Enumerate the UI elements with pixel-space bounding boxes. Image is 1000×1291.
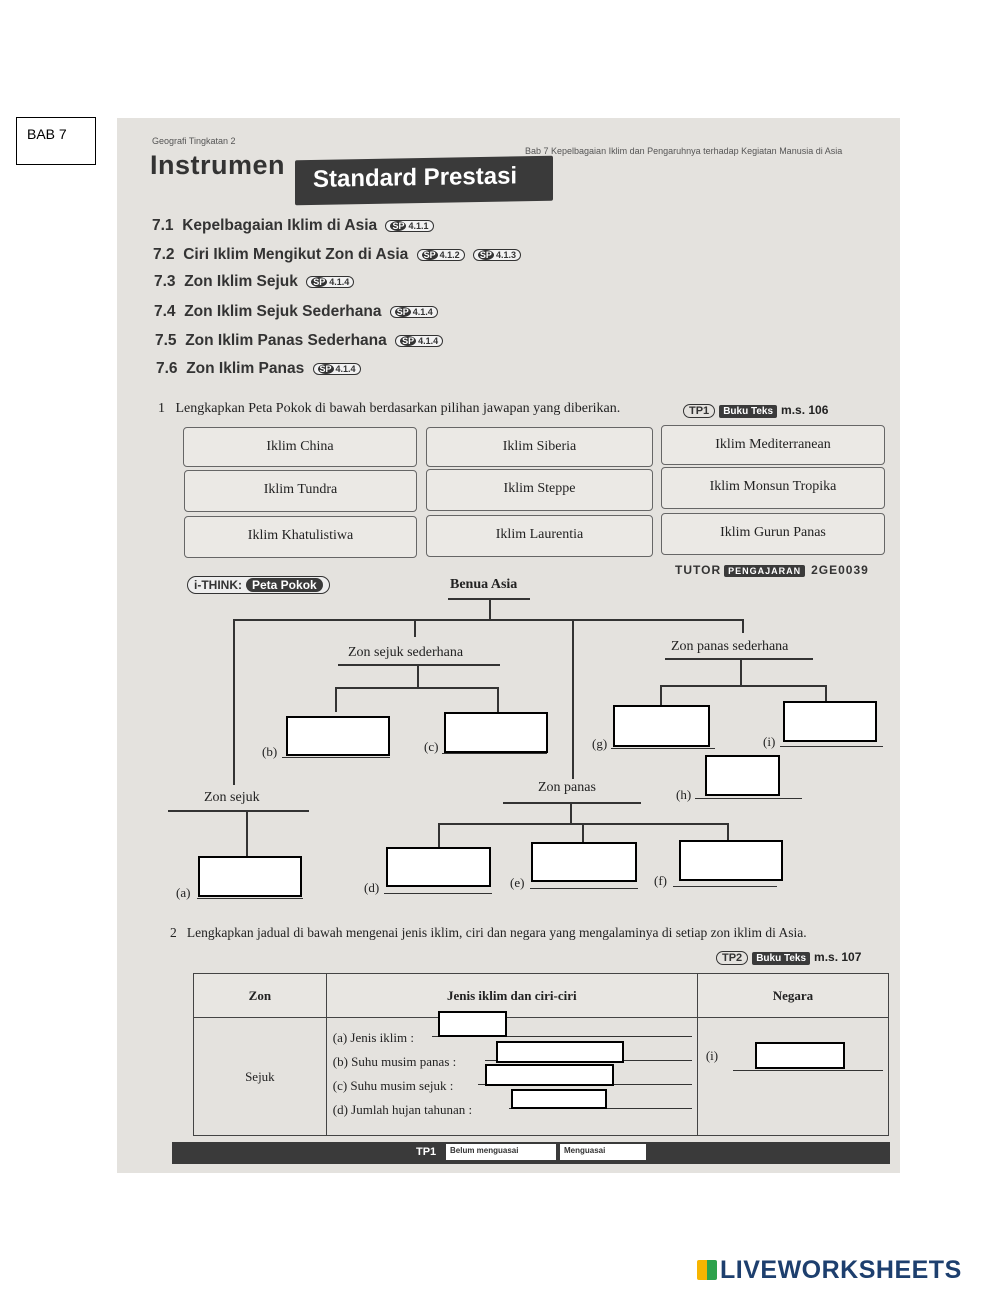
liveworksheets-icon (697, 1260, 717, 1280)
answer-box-suhu-sejuk[interactable] (485, 1064, 614, 1086)
topic-7-4: 7.4 Zon Iklim Sejuk Sederhana SP 4.1.4 (154, 303, 438, 321)
question-2-meta (716, 948, 861, 966)
title-standard-prestasi: Standard Prestasi (295, 156, 553, 206)
tree-line (742, 619, 744, 633)
feature-item: (d) Jumlah hujan tahunan : (332, 1102, 473, 1117)
question-2-text: 2 Lengkapkan jadual di bawah mengenai jenis iklim, ciri dan negara yang mengalaminya di setiap zon iklim di Asia. (170, 925, 807, 940)
tree-line (233, 619, 742, 621)
option-box: Iklim Tundra (184, 470, 417, 512)
topic-7-6: 7.6 Zon Iklim Panas SP 4.1.4 (156, 360, 361, 378)
tree-line (417, 665, 419, 687)
answer-box-f[interactable] (679, 840, 783, 881)
label-i: (i) (763, 734, 776, 749)
tutor-badge: TUTOR PENGAJARAN 2GE0039 (675, 563, 869, 577)
label-h: (h) (676, 787, 692, 802)
tp2-badge: TP2 (716, 951, 748, 965)
feature-item: (c) Suhu musim sejuk : (332, 1078, 454, 1093)
tp1-badge: TP1 (683, 404, 715, 418)
answer-line (673, 886, 777, 887)
footer-belum: Belum menguasai (446, 1144, 556, 1160)
answer-box-i[interactable] (783, 701, 877, 742)
option-box: Iklim Siberia (426, 427, 653, 467)
question-1-meta (683, 401, 828, 419)
option-box: Iklim Gurun Panas (661, 513, 885, 555)
option-box: Iklim Mediterranean (661, 425, 885, 465)
page-ref: m.s. 107 (814, 950, 862, 964)
tree-line (727, 823, 729, 841)
label-c: (c) (424, 739, 439, 754)
tree-line (233, 619, 235, 785)
chapter-label-box: BAB 7 (16, 117, 96, 165)
topic-7-1: 7.1 Kepelbagaian Iklim di Asia SP 4.1.1 (152, 217, 434, 235)
topic-7-2: 7.2 Ciri Iklim Mengikut Zon di Asia SP 4.1.2 SP 4.1.3 (153, 246, 521, 264)
buku-teks-tag: Buku Teks (752, 952, 810, 965)
tree-root: Benua Asia (450, 577, 518, 592)
header-jenis-iklim: Jenis iklim dan ciri-ciri (326, 974, 697, 1018)
answer-box-hujan[interactable] (511, 1089, 607, 1109)
zone-panas-sederhana: Zon panas sederhana (671, 639, 789, 654)
answer-line (695, 798, 802, 799)
liveworksheets-logo: LIVEWORKSHEETS (697, 1256, 962, 1285)
tree-line (414, 619, 416, 637)
option-box: Iklim Laurentia (426, 515, 653, 557)
answer-box-h[interactable] (705, 755, 780, 796)
tree-line (335, 687, 337, 712)
zone-sejuk: Zon sejuk (204, 790, 260, 805)
answer-box-e[interactable] (531, 842, 637, 882)
answer-box-d[interactable] (386, 847, 491, 887)
answer-box-b[interactable] (286, 716, 390, 756)
answer-box-g[interactable] (613, 705, 710, 747)
label-e: (e) (510, 875, 525, 890)
tree-line (246, 811, 248, 856)
answer-line (384, 893, 492, 894)
option-box: Iklim China (183, 427, 417, 467)
zone-cell: Sejuk (194, 1018, 327, 1136)
tree-line (660, 685, 825, 687)
answer-box-suhu-panas[interactable] (496, 1041, 624, 1063)
option-box: Iklim Khatulistiwa (184, 516, 417, 558)
answer-line (780, 746, 883, 747)
zone-panas: Zon panas (538, 780, 596, 795)
answer-line (197, 898, 303, 899)
tree-line (660, 685, 662, 707)
header-zon: Zon (194, 974, 327, 1018)
tree-line (665, 658, 813, 660)
tree-line (338, 664, 500, 666)
page-ref: m.s. 106 (781, 403, 829, 417)
label-d: (d) (364, 880, 380, 895)
tree-line (570, 803, 572, 823)
header-negara: Negara (697, 974, 888, 1018)
topic-7-5: 7.5 Zon Iklim Panas Sederhana SP 4.1.4 (155, 332, 443, 350)
tree-line (335, 687, 498, 689)
answer-line (733, 1070, 883, 1071)
answer-line (611, 748, 715, 749)
label-g: (g) (592, 736, 608, 751)
option-box: Iklim Monsun Tropika (661, 467, 885, 509)
feature-item: (a) Jenis iklim : (332, 1030, 414, 1045)
title-instrumen: Instrumen (150, 150, 286, 180)
tree-line (497, 687, 499, 712)
footer-tp1: TP1 (416, 1146, 437, 1158)
label-b: (b) (262, 744, 278, 759)
feature-item: (b) Suhu musim panas : (332, 1054, 457, 1069)
country-label: (i) (705, 1048, 719, 1063)
tree-line (740, 659, 742, 685)
tree-line (489, 599, 491, 619)
tree-line (438, 823, 440, 847)
tree-line (503, 802, 641, 804)
answer-box-a[interactable] (198, 856, 302, 897)
answer-box-c[interactable] (444, 712, 548, 753)
answer-box-negara[interactable] (755, 1042, 845, 1069)
buku-teks-tag: Buku Teks (719, 405, 777, 418)
topic-7-3: 7.3 Zon Iklim Sejuk SP 4.1.4 (154, 273, 354, 291)
label-f: (f) (654, 873, 667, 888)
tree-line (572, 619, 574, 779)
chapter-title: Bab 7 Kepelbagaian Iklim dan Pengaruhnya terhadap Kegiatan Manusia di Asia (525, 146, 843, 156)
country-cell (697, 1018, 888, 1136)
ithink-badge: i-THINK: Peta Pokok (187, 576, 330, 594)
book-name: Geografi Tingkatan 2 (152, 136, 236, 146)
answer-line (530, 888, 638, 889)
tree-line (582, 823, 584, 843)
footer-menguasai: Menguasai (560, 1144, 646, 1160)
option-box: Iklim Steppe (426, 469, 653, 511)
answer-box-jenis-iklim[interactable] (438, 1011, 507, 1037)
question-1-text: 1 Lengkapkan Peta Pokok di bawah berdasarkan pilihan jawapan yang diberikan. (158, 401, 621, 416)
tree-line (168, 810, 309, 812)
zone-sejuk-sederhana: Zon sejuk sederhana (348, 645, 464, 660)
answer-line (282, 757, 390, 758)
label-a: (a) (176, 885, 191, 900)
answer-line (442, 753, 547, 754)
